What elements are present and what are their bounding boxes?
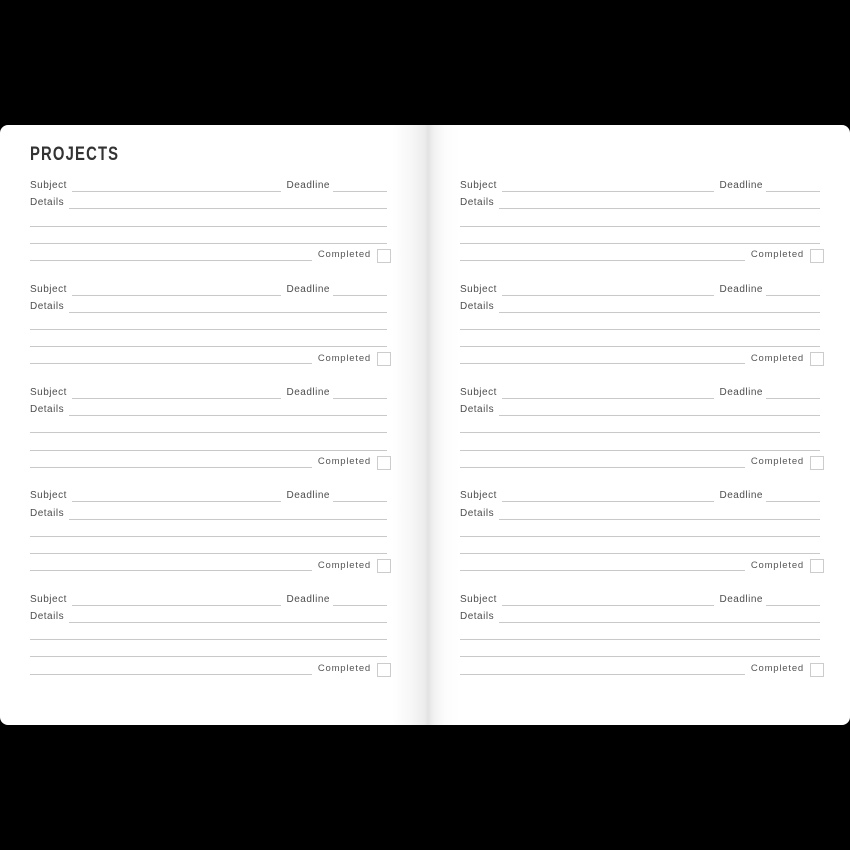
details-label: Details: [30, 197, 65, 209]
subject-label: Subject: [30, 386, 67, 398]
ruled-row: [30, 433, 387, 450]
details-label: Details: [460, 507, 495, 519]
details-label: Details: [460, 404, 495, 416]
details-input-line[interactable]: [69, 518, 387, 520]
ruled-row: [30, 537, 387, 554]
subject-label: Subject: [30, 180, 67, 192]
subject-label: Subject: [30, 283, 67, 295]
details-label: Details: [460, 610, 495, 622]
details-row: [30, 606, 387, 623]
subject-label: Subject: [460, 180, 497, 192]
deadline-label: Deadline: [719, 386, 763, 398]
ruled-line[interactable]: [30, 449, 387, 451]
subject-input-line[interactable]: [72, 294, 281, 296]
details-input-line[interactable]: [499, 311, 820, 313]
subject-deadline-row: [30, 278, 387, 295]
subject-deadline-row: [30, 175, 387, 192]
deadline-label: Deadline: [286, 180, 330, 192]
subject-deadline-row: [30, 485, 387, 502]
ruled-row: [460, 227, 820, 244]
subject-label: Subject: [30, 490, 67, 502]
page-title: PROJECTS: [30, 144, 120, 165]
completed-checkbox[interactable]: [810, 456, 824, 470]
ruled-line[interactable]: [30, 638, 387, 640]
completed-row: [30, 347, 387, 364]
subject-deadline-row: [30, 589, 387, 606]
project-block: [30, 278, 387, 381]
ruled-row: [30, 209, 387, 226]
details-input-line[interactable]: [499, 621, 820, 623]
completed-label: Completed: [317, 663, 371, 674]
ruled-line[interactable]: [460, 431, 820, 433]
project-block: [30, 382, 387, 485]
details-label: Details: [30, 610, 65, 622]
ruled-line[interactable]: [460, 466, 745, 468]
ruled-line[interactable]: [30, 466, 312, 468]
subject-input-line[interactable]: [502, 190, 714, 192]
ruled-line[interactable]: [460, 535, 820, 537]
completed-label: Completed: [750, 456, 804, 468]
project-block: [30, 589, 387, 692]
details-row: [460, 296, 820, 313]
completed-row: [460, 451, 820, 468]
ruled-row: [30, 330, 387, 347]
project-blocks-right: [460, 175, 820, 692]
ruled-line[interactable]: [30, 431, 387, 433]
completed-row: [460, 657, 820, 674]
details-input-line[interactable]: [69, 414, 387, 416]
ruled-row: [460, 433, 820, 450]
ruled-line[interactable]: [30, 242, 387, 244]
ruled-line[interactable]: [30, 673, 312, 675]
deadline-input-line[interactable]: [333, 294, 387, 296]
project-block: [460, 175, 820, 278]
subject-deadline-row: [460, 278, 820, 295]
details-row: [460, 606, 820, 623]
deadline-label: Deadline: [719, 283, 763, 295]
deadline-label: Deadline: [286, 593, 330, 605]
subject-input-line[interactable]: [72, 604, 281, 606]
details-label: Details: [30, 300, 65, 312]
deadline-input-line[interactable]: [333, 500, 387, 502]
completed-label: Completed: [750, 249, 804, 261]
ruled-row: [460, 209, 820, 226]
deadline-input-line[interactable]: [333, 190, 387, 192]
subject-label: Subject: [460, 593, 497, 605]
ruled-line[interactable]: [460, 569, 745, 571]
ruled-line[interactable]: [460, 242, 820, 244]
details-label: Details: [30, 404, 65, 416]
completed-checkbox[interactable]: [377, 663, 391, 677]
project-block: [30, 485, 387, 588]
completed-label: Completed: [750, 663, 804, 674]
details-label: Details: [460, 197, 495, 209]
completed-checkbox[interactable]: [810, 559, 824, 573]
ruled-row: [30, 416, 387, 433]
subject-input-line[interactable]: [502, 397, 714, 399]
deadline-input-line[interactable]: [766, 604, 820, 606]
completed-row: [460, 244, 820, 261]
details-input-line[interactable]: [499, 207, 820, 209]
ruled-row: [30, 640, 387, 657]
ruled-row: [460, 640, 820, 657]
completed-checkbox[interactable]: [377, 456, 391, 470]
details-row: [30, 296, 387, 313]
deadline-input-line[interactable]: [766, 397, 820, 399]
ruled-line[interactable]: [30, 552, 387, 554]
completed-row: [30, 554, 387, 571]
subject-label: Subject: [30, 593, 67, 605]
subject-deadline-row: [460, 382, 820, 399]
details-row: [30, 502, 387, 519]
completed-row: [460, 554, 820, 571]
ruled-line[interactable]: [460, 345, 820, 347]
project-block: [460, 485, 820, 588]
details-input-line[interactable]: [69, 207, 387, 209]
details-row: [460, 502, 820, 519]
project-block: [30, 175, 387, 278]
ruled-line[interactable]: [460, 259, 745, 261]
project-block: [460, 589, 820, 692]
subject-input-line[interactable]: [72, 397, 281, 399]
completed-checkbox[interactable]: [810, 663, 824, 677]
ruled-line[interactable]: [30, 328, 387, 330]
deadline-label: Deadline: [719, 180, 763, 192]
ruled-line[interactable]: [30, 362, 312, 364]
deadline-input-line[interactable]: [333, 604, 387, 606]
completed-row: [30, 451, 387, 468]
subject-deadline-row: [460, 589, 820, 606]
details-row: [460, 192, 820, 209]
ruled-line[interactable]: [30, 569, 312, 571]
details-label: Details: [30, 507, 65, 519]
ruled-row: [460, 416, 820, 433]
completed-checkbox[interactable]: [377, 249, 391, 263]
ruled-line[interactable]: [460, 328, 820, 330]
book-spine-gutter: [392, 125, 460, 725]
ruled-line[interactable]: [460, 552, 820, 554]
ruled-line[interactable]: [460, 638, 820, 640]
ruled-line[interactable]: [460, 225, 820, 227]
ruled-row: [30, 227, 387, 244]
deadline-input-line[interactable]: [766, 500, 820, 502]
details-input-line[interactable]: [69, 621, 387, 623]
ruled-line[interactable]: [30, 655, 387, 657]
planner-spread: [0, 125, 850, 725]
project-block: [460, 278, 820, 381]
deadline-label: Deadline: [719, 593, 763, 605]
subject-input-line[interactable]: [502, 294, 714, 296]
ruled-row: [30, 623, 387, 640]
page-left: [30, 125, 387, 725]
completed-checkbox[interactable]: [810, 249, 824, 263]
details-input-line[interactable]: [499, 518, 820, 520]
details-input-line[interactable]: [499, 414, 820, 416]
subject-deadline-row: [460, 175, 820, 192]
ruled-line[interactable]: [460, 673, 745, 675]
details-row: [30, 192, 387, 209]
completed-label: Completed: [317, 249, 371, 261]
details-label: Details: [460, 300, 495, 312]
deadline-label: Deadline: [286, 283, 330, 295]
details-row: [460, 399, 820, 416]
subject-deadline-row: [30, 382, 387, 399]
completed-label: Completed: [317, 456, 371, 468]
completed-row: [460, 347, 820, 364]
completed-row: [30, 244, 387, 261]
ruled-row: [460, 313, 820, 330]
subject-input-line[interactable]: [502, 604, 714, 606]
ruled-row: [460, 537, 820, 554]
deadline-input-line[interactable]: [333, 397, 387, 399]
deadline-label: Deadline: [286, 490, 330, 502]
details-input-line[interactable]: [69, 311, 387, 313]
ruled-line[interactable]: [30, 535, 387, 537]
project-blocks-left: [30, 175, 387, 692]
subject-deadline-row: [460, 485, 820, 502]
ruled-line[interactable]: [30, 225, 387, 227]
page-right: [460, 125, 820, 725]
subject-label: Subject: [460, 490, 497, 502]
subject-label: Subject: [460, 386, 497, 398]
deadline-label: Deadline: [286, 386, 330, 398]
ruled-row: [460, 520, 820, 537]
ruled-row: [460, 623, 820, 640]
project-block: [460, 382, 820, 485]
deadline-input-line[interactable]: [766, 190, 820, 192]
ruled-line[interactable]: [460, 655, 820, 657]
completed-checkbox[interactable]: [810, 352, 824, 366]
completed-label: Completed: [750, 559, 804, 571]
completed-label: Completed: [750, 352, 804, 364]
completed-label: Completed: [317, 559, 371, 571]
ruled-row: [460, 330, 820, 347]
completed-label: Completed: [317, 352, 371, 364]
deadline-input-line[interactable]: [766, 294, 820, 296]
subject-input-line[interactable]: [72, 190, 281, 192]
ruled-line[interactable]: [30, 345, 387, 347]
ruled-line[interactable]: [460, 449, 820, 451]
ruled-row: [30, 313, 387, 330]
ruled-line[interactable]: [460, 362, 745, 364]
ruled-line[interactable]: [30, 259, 312, 261]
completed-row: [30, 657, 387, 674]
subject-label: Subject: [460, 283, 497, 295]
completed-checkbox[interactable]: [377, 352, 391, 366]
details-row: [30, 399, 387, 416]
subject-input-line[interactable]: [72, 500, 281, 502]
deadline-label: Deadline: [719, 490, 763, 502]
ruled-row: [30, 520, 387, 537]
subject-input-line[interactable]: [502, 500, 714, 502]
completed-checkbox[interactable]: [377, 559, 391, 573]
